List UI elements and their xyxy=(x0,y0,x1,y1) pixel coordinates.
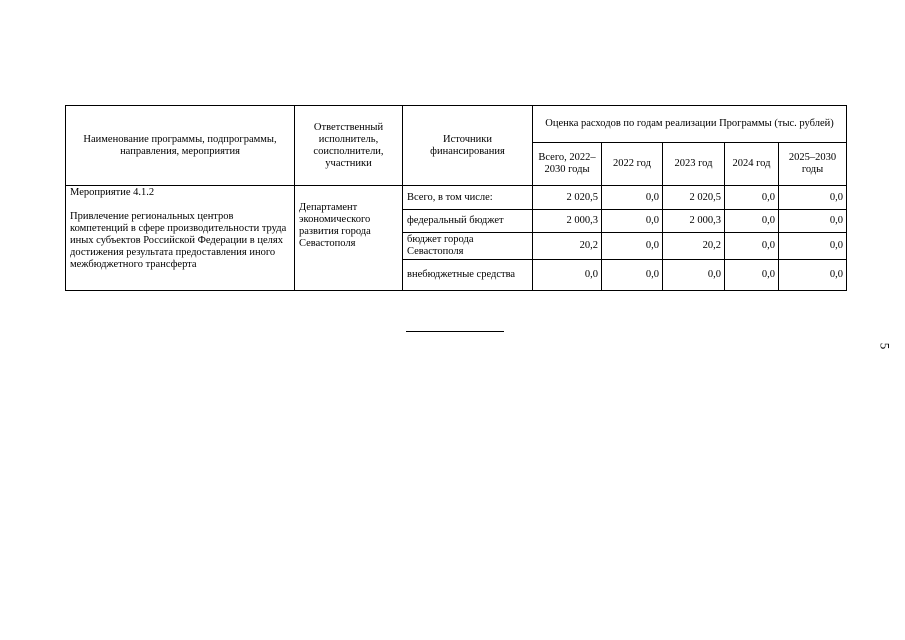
header-estimate: Оценка расходов по годам реализации Программы (тыс. рублей) xyxy=(533,106,847,143)
header-2024: 2024 год xyxy=(725,143,779,186)
header-total: Всего, 2022–2030 годы xyxy=(533,143,602,186)
header-name: Наименование программы, подпрограммы, направления, мероприятия xyxy=(66,106,295,186)
value-total: 2 020,5 xyxy=(533,186,602,210)
source-label: бюджет города Севастополя xyxy=(403,233,533,260)
value-2023: 2 000,3 xyxy=(663,210,725,233)
value-2024: 0,0 xyxy=(725,233,779,260)
value-2022: 0,0 xyxy=(602,233,663,260)
value-2025-2030: 0,0 xyxy=(779,233,847,260)
table-row xyxy=(66,186,847,210)
value-2025-2030: 0,0 xyxy=(779,186,847,210)
header-responsible: Ответственный исполнитель, соисполнители, участники xyxy=(295,106,403,186)
activity-description: Привлечение региональных центров компетенций в сфере производительности труда иных субъектов Российской Федерации в целях достижения результата предоставления иного межбюджетного трансферта xyxy=(70,211,287,270)
header-row-1 xyxy=(66,106,847,143)
header-sources: Источники финансирования xyxy=(403,106,533,186)
value-2025-2030: 0,0 xyxy=(779,210,847,233)
header-2022: 2022 год xyxy=(602,143,663,186)
value-2022: 0,0 xyxy=(602,210,663,233)
separator-line xyxy=(406,331,504,332)
source-label: Всего, в том числе: xyxy=(403,186,533,210)
value-total: 2 000,3 xyxy=(533,210,602,233)
value-2024: 0,0 xyxy=(725,210,779,233)
value-2023: 20,2 xyxy=(663,233,725,260)
responsible-cell: Департамент экономического развития города Севастополя xyxy=(295,186,403,291)
activity-number: Мероприятие 4.1.2 xyxy=(70,187,155,198)
value-2023: 2 020,5 xyxy=(663,186,725,210)
value-2024: 0,0 xyxy=(725,260,779,291)
source-label: внебюджетные средства xyxy=(403,260,533,291)
value-2022: 0,0 xyxy=(602,260,663,291)
source-label: федеральный бюджет xyxy=(403,210,533,233)
value-2024: 0,0 xyxy=(725,186,779,210)
value-total: 0,0 xyxy=(533,260,602,291)
value-2025-2030: 0,0 xyxy=(779,260,847,291)
value-total: 20,2 xyxy=(533,233,602,260)
header-2025-2030: 2025–2030 годы xyxy=(779,143,847,186)
page-number: 5 xyxy=(877,342,893,350)
value-2022: 0,0 xyxy=(602,186,663,210)
activity-cell xyxy=(66,186,295,291)
budget-table xyxy=(65,105,847,291)
header-2023: 2023 год xyxy=(663,143,725,186)
value-2023: 0,0 xyxy=(663,260,725,291)
